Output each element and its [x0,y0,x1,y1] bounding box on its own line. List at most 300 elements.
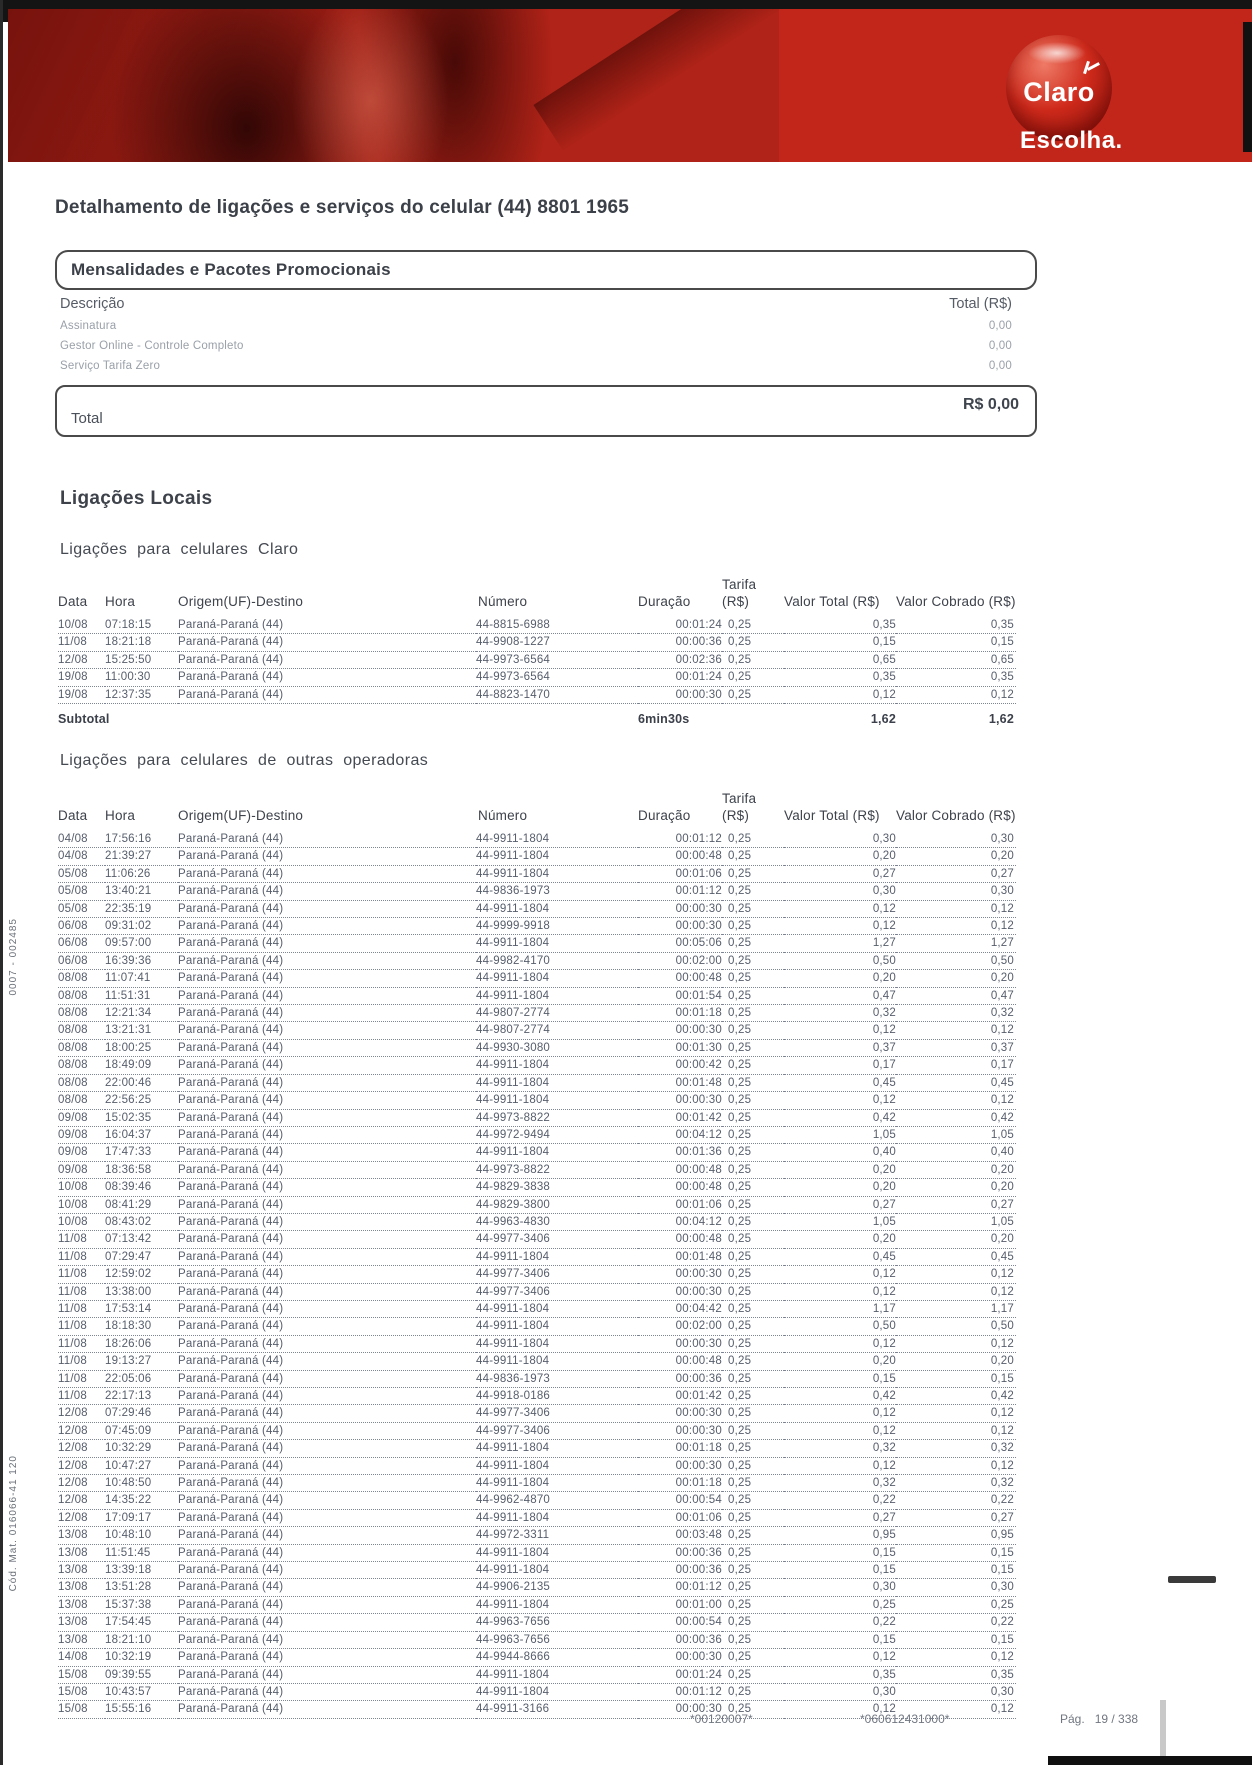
cell-numero: 44-9911-1804 [476,831,638,848]
cell-valor-total: 0,47 [784,987,896,1004]
margin-code-bottom: Cód. Mat. 016066-41 120 [8,1455,19,1592]
cell-duracao: 00:00:36 [638,1631,722,1648]
col-duracao: Duração [638,594,691,609]
cell-tarifa: 0,25 [722,1126,784,1143]
cell-numero: 44-9973-8822 [476,1161,638,1178]
cell-origem-destino: Paraná-Paraná (44) [178,1039,476,1056]
scan-bottom-bar [1048,1756,1252,1765]
cell-tarifa: 0,25 [722,1457,784,1474]
cell-valor-total: 1,17 [784,1300,896,1317]
cell-duracao: 00:04:12 [638,1213,722,1230]
cell-duracao: 00:04:42 [638,1300,722,1317]
cell-valor-cobrado: 0,27 [896,865,1016,882]
fee-row [60,340,1012,360]
cell-data: 13/08 [58,1562,105,1579]
cell-valor-total: 0,45 [784,1074,896,1091]
table-row [58,1022,1016,1039]
cell-numero: 44-9973-6564 [476,651,638,668]
cell-duracao: 00:00:30 [638,1422,722,1439]
table-row [58,1283,1016,1300]
cell-hora: 16:39:36 [105,952,178,969]
cell-numero: 44-9829-3838 [476,1179,638,1196]
cell-tarifa: 0,25 [722,1388,784,1405]
cell-tarifa: 0,25 [722,1335,784,1352]
cell-hora: 22:17:13 [105,1388,178,1405]
col-valor-cobrado: Valor Cobrado (R$) [896,808,1016,823]
cell-data: 09/08 [58,1126,105,1143]
cell-valor-total: 0,12 [784,1422,896,1439]
cell-tarifa: 0,25 [722,1092,784,1109]
table-row [58,1475,1016,1492]
table-row [58,1109,1016,1126]
cell-hora: 13:38:00 [105,1283,178,1300]
cell-valor-total: 0,12 [784,1405,896,1422]
table-row [58,1440,1016,1457]
cell-numero: 44-8823-1470 [476,686,638,703]
cell-valor-total: 0,12 [784,1092,896,1109]
cell-valor-total: 0,95 [784,1527,896,1544]
cell-valor-cobrado: 0,45 [896,1074,1016,1091]
cell-hora: 10:47:27 [105,1457,178,1474]
cell-hora: 18:49:09 [105,1057,178,1074]
cell-numero: 44-9944-8666 [476,1649,638,1666]
footer-barcode-right: *060612431000* [860,1712,950,1726]
cell-data: 11/08 [58,1248,105,1265]
cell-data: 06/08 [58,952,105,969]
cell-tarifa: 0,25 [722,952,784,969]
cell-origem-destino: Paraná-Paraná (44) [178,1074,476,1091]
page-footer [690,1712,1170,1726]
cell-valor-total: 0,35 [784,669,896,686]
cell-valor-cobrado: 1,05 [896,1213,1016,1230]
cell-valor-total: 0,50 [784,1318,896,1335]
cell-valor-cobrado: 0,45 [896,1248,1016,1265]
cell-valor-cobrado: 0,12 [896,1022,1016,1039]
table-row [58,1231,1016,1248]
cell-duracao: 00:00:30 [638,1405,722,1422]
cell-data: 04/08 [58,831,105,848]
cell-numero: 44-9911-1804 [476,935,638,952]
cell-origem-destino: Paraná-Paraná (44) [178,669,476,686]
cell-valor-cobrado: 0,15 [896,1562,1016,1579]
cell-data: 13/08 [58,1527,105,1544]
cell-hora: 09:57:00 [105,935,178,952]
cell-origem-destino: Paraná-Paraná (44) [178,848,476,865]
cell-valor-total: 0,45 [784,1248,896,1265]
cell-valor-total: 0,15 [784,634,896,651]
claro-logo-text: Claro [1023,76,1095,107]
cell-hora: 15:37:38 [105,1596,178,1613]
cell-data: 13/08 [58,1596,105,1613]
cell-origem-destino: Paraná-Paraná (44) [178,1492,476,1509]
cell-numero: 44-9836-1973 [476,883,638,900]
cell-numero: 44-9999-9918 [476,918,638,935]
cell-tarifa: 0,25 [722,1196,784,1213]
cell-tarifa: 0,25 [722,669,784,686]
cell-duracao: 00:01:42 [638,1109,722,1126]
table-row [58,831,1016,848]
cell-origem-destino: Paraná-Paraná (44) [178,1179,476,1196]
cell-origem-destino: Paraná-Paraná (44) [178,1649,476,1666]
cell-duracao: 00:02:36 [638,651,722,668]
cell-hora: 08:39:46 [105,1179,178,1196]
fee-value: 0,00 [988,320,1012,332]
cell-origem-destino: Paraná-Paraná (44) [178,1422,476,1439]
cell-duracao: 00:00:36 [638,1544,722,1561]
cell-duracao: 00:05:06 [638,935,722,952]
cell-duracao: 00:01:00 [638,1596,722,1613]
cell-numero: 44-9977-3406 [476,1422,638,1439]
cell-valor-total: 0,50 [784,952,896,969]
monthly-section-title: Mensalidades e Pacotes Promocionais [71,260,391,279]
cell-hora: 07:18:15 [105,617,178,634]
cell-hora: 18:18:30 [105,1318,178,1335]
cell-origem-destino: Paraná-Paraná (44) [178,1527,476,1544]
cell-numero: 44-9911-1804 [476,1057,638,1074]
table-row [58,918,1016,935]
cell-duracao: 00:01:06 [638,865,722,882]
cell-valor-total: 0,27 [784,865,896,882]
cell-data: 10/08 [58,1179,105,1196]
table-row [58,617,1016,634]
cell-tarifa: 0,25 [722,686,784,703]
cell-origem-destino: Paraná-Paraná (44) [178,1405,476,1422]
cell-data: 12/08 [58,1475,105,1492]
cell-origem-destino: Paraná-Paraná (44) [178,1318,476,1335]
table-row [58,900,1016,917]
cell-duracao: 00:01:18 [638,1475,722,1492]
table-row [58,1492,1016,1509]
cell-numero: 44-9911-1804 [476,1318,638,1335]
cell-valor-total: 0,12 [784,918,896,935]
cell-valor-total: 0,20 [784,1179,896,1196]
cell-duracao: 00:01:12 [638,1683,722,1700]
cell-numero: 44-9977-3406 [476,1283,638,1300]
cell-data: 08/08 [58,1092,105,1109]
cell-valor-total: 0,40 [784,1144,896,1161]
cell-numero: 44-9807-2774 [476,1022,638,1039]
cell-hora: 17:56:16 [105,831,178,848]
cell-duracao: 00:04:12 [638,1126,722,1143]
cell-tarifa: 0,25 [722,918,784,935]
cell-origem-destino: Paraná-Paraná (44) [178,1022,476,1039]
cell-duracao: 00:00:48 [638,848,722,865]
cell-numero: 44-9911-1804 [476,1074,638,1091]
cell-duracao: 00:01:24 [638,1666,722,1683]
cell-tarifa: 0,25 [722,1039,784,1056]
cell-tarifa: 0,25 [722,1492,784,1509]
col-hora: Hora [105,594,136,609]
cell-hora: 17:53:14 [105,1300,178,1317]
cell-duracao: 00:03:48 [638,1527,722,1544]
cell-data: 10/08 [58,617,105,634]
cell-valor-cobrado: 0,20 [896,1231,1016,1248]
cell-numero: 44-9972-3311 [476,1527,638,1544]
cell-tarifa: 0,25 [722,1475,784,1492]
cell-numero: 44-9911-1804 [476,1248,638,1265]
cell-hora: 14:35:22 [105,1492,178,1509]
cell-data: 13/08 [58,1614,105,1631]
cell-origem-destino: Paraná-Paraná (44) [178,617,476,634]
table-row [58,987,1016,1004]
cell-hora: 12:37:35 [105,686,178,703]
table-row [58,634,1016,651]
cell-valor-cobrado: 0,32 [896,1475,1016,1492]
table-row [58,1300,1016,1317]
cell-data: 15/08 [58,1683,105,1700]
cell-data: 05/08 [58,883,105,900]
cell-duracao: 00:00:42 [638,1057,722,1074]
cell-data: 11/08 [58,1335,105,1352]
cell-valor-total: 0,30 [784,883,896,900]
scan-left-edge [0,0,3,1765]
cell-tarifa: 0,25 [722,1074,784,1091]
page-title: Detalhamento de ligações e serviços do celular (44) 8801 1965 [55,197,630,218]
cell-valor-total: 0,15 [784,1544,896,1561]
cell-numero: 44-9911-1804 [476,1475,638,1492]
claro-table-subtitle: Ligações para celulares Claro [60,541,299,558]
cell-hora: 17:54:45 [105,1614,178,1631]
cell-tarifa: 0,25 [722,831,784,848]
cell-valor-total: 1,05 [784,1126,896,1143]
cell-valor-cobrado: 0,12 [896,686,1016,703]
table-row [58,1509,1016,1526]
cell-data: 15/08 [58,1666,105,1683]
cell-valor-total: 0,20 [784,848,896,865]
cell-tarifa: 0,25 [722,1440,784,1457]
cell-valor-cobrado: 0,20 [896,848,1016,865]
cell-tarifa: 0,25 [722,1683,784,1700]
table-row [58,1596,1016,1613]
cell-valor-cobrado: 0,50 [896,952,1016,969]
cell-hora: 18:36:58 [105,1161,178,1178]
cell-origem-destino: Paraná-Paraná (44) [178,1144,476,1161]
cell-numero: 44-9911-1804 [476,1596,638,1613]
cell-duracao: 00:01:42 [638,1388,722,1405]
col-valor-total: Valor Total (R$) [784,594,880,609]
table-row [58,1579,1016,1596]
cell-tarifa: 0,25 [722,1666,784,1683]
cell-data: 10/08 [58,1213,105,1230]
footer-page-number [1060,1712,1138,1726]
cell-valor-cobrado: 0,37 [896,1039,1016,1056]
cell-duracao: 00:01:06 [638,1196,722,1213]
cell-tarifa: 0,25 [722,1109,784,1126]
cell-tarifa: 0,25 [722,1353,784,1370]
cell-numero: 44-9911-1804 [476,1440,638,1457]
col-tarifa: Tarifa (R$) [722,791,757,823]
cell-valor-total: 0,22 [784,1614,896,1631]
cell-origem-destino: Paraná-Paraná (44) [178,1370,476,1387]
table-body [58,617,1016,704]
table-row [58,1318,1016,1335]
footer-page-value: 19 / 338 [1094,1712,1139,1726]
cell-data: 08/08 [58,970,105,987]
cell-valor-total: 0,30 [784,1683,896,1700]
cell-valor-cobrado: 0,47 [896,987,1016,1004]
cell-origem-destino: Paraná-Paraná (44) [178,1579,476,1596]
cell-origem-destino: Paraná-Paraná (44) [178,1126,476,1143]
cell-origem-destino: Paraná-Paraná (44) [178,1562,476,1579]
cell-duracao: 00:01:54 [638,987,722,1004]
cell-numero: 44-9911-1804 [476,900,638,917]
cell-valor-cobrado: 0,20 [896,970,1016,987]
cell-valor-total: 0,12 [784,1022,896,1039]
fee-label: Assinatura [60,320,117,332]
table-row [58,1562,1016,1579]
table-row [58,1074,1016,1091]
cell-numero: 44-9911-1804 [476,1144,638,1161]
fee-row [60,320,1012,340]
cell-valor-cobrado: 0,30 [896,1579,1016,1596]
cell-tarifa: 0,25 [722,865,784,882]
cell-duracao: 00:00:54 [638,1614,722,1631]
cell-numero: 44-9963-7656 [476,1614,638,1631]
cell-valor-total: 0,12 [784,1649,896,1666]
table-row [58,883,1016,900]
cell-data: 12/08 [58,1440,105,1457]
cell-hora: 11:51:31 [105,987,178,1004]
cell-duracao: 00:00:48 [638,1231,722,1248]
cell-hora: 22:35:19 [105,900,178,917]
cell-valor-cobrado: 0,12 [896,1422,1016,1439]
cell-duracao: 00:00:36 [638,1370,722,1387]
cell-valor-total: 0,35 [784,617,896,634]
table-row [58,1248,1016,1265]
cell-valor-cobrado: 0,27 [896,1196,1016,1213]
cell-numero: 44-9963-4830 [476,1213,638,1230]
cell-numero: 44-9918-0186 [476,1388,638,1405]
cell-hora: 10:32:19 [105,1649,178,1666]
cell-valor-cobrado: 0,17 [896,1057,1016,1074]
cell-hora: 13:51:28 [105,1579,178,1596]
col-valor-cobrado: Valor Cobrado (R$) [896,594,1016,609]
cell-valor-cobrado: 0,42 [896,1388,1016,1405]
cell-tarifa: 0,25 [722,1614,784,1631]
cell-valor-cobrado: 0,30 [896,831,1016,848]
cell-tarifa: 0,25 [722,1649,784,1666]
cell-data: 09/08 [58,1109,105,1126]
cell-numero: 44-9930-3080 [476,1039,638,1056]
cell-valor-total: 0,15 [784,1370,896,1387]
cell-numero: 44-9977-3406 [476,1405,638,1422]
cell-valor-cobrado: 0,32 [896,1005,1016,1022]
cell-duracao: 00:01:24 [638,617,722,634]
cell-origem-destino: Paraná-Paraná (44) [178,1092,476,1109]
col-numero: Número [478,808,528,823]
cell-data: 08/08 [58,987,105,1004]
total-label: Total [71,410,103,427]
cell-data: 15/08 [58,1701,105,1718]
table-row [58,952,1016,969]
cell-valor-cobrado: 0,95 [896,1527,1016,1544]
col-data: Data [58,594,88,609]
cell-data: 13/08 [58,1544,105,1561]
cell-origem-destino: Paraná-Paraná (44) [178,1596,476,1613]
cell-duracao: 00:00:30 [638,900,722,917]
col-origem: Origem(UF)-Destino [178,808,304,823]
cell-numero: 44-9911-1804 [476,1509,638,1526]
cell-hora: 07:29:46 [105,1405,178,1422]
cell-data: 09/08 [58,1144,105,1161]
cell-hora: 08:41:29 [105,1196,178,1213]
cell-hora: 22:56:25 [105,1092,178,1109]
footer-barcode-left: *00120007* [690,1712,753,1726]
cell-hora: 15:02:35 [105,1109,178,1126]
cell-valor-total: 0,65 [784,651,896,668]
cell-data: 11/08 [58,1300,105,1317]
cell-tarifa: 0,25 [722,1144,784,1161]
cell-data: 11/08 [58,1370,105,1387]
other-table-subtitle: Ligações para celulares de outras operadoras [60,752,429,769]
table-body [58,831,1016,1718]
cell-valor-total: 0,20 [784,1231,896,1248]
col-hora: Hora [105,808,136,823]
cell-tarifa: 0,25 [722,1422,784,1439]
cell-numero: 44-9973-6564 [476,669,638,686]
subtotal-valor-cobrado: 1,62 [988,712,1014,727]
cell-valor-cobrado: 0,30 [896,883,1016,900]
cell-origem-destino: Paraná-Paraná (44) [178,1475,476,1492]
cell-valor-cobrado: 0,40 [896,1144,1016,1161]
cell-hora: 07:45:09 [105,1422,178,1439]
cell-numero: 44-9908-1227 [476,634,638,651]
cell-hora: 12:59:02 [105,1266,178,1283]
cell-origem-destino: Paraná-Paraná (44) [178,651,476,668]
cell-valor-total: 0,12 [784,686,896,703]
table-head [58,576,1016,617]
cell-origem-destino: Paraná-Paraná (44) [178,1631,476,1648]
cell-duracao: 00:00:30 [638,918,722,935]
cell-duracao: 00:01:48 [638,1074,722,1091]
cell-tarifa: 0,25 [722,1405,784,1422]
cell-duracao: 00:00:30 [638,1457,722,1474]
cell-data: 04/08 [58,848,105,865]
cell-numero: 44-8815-6988 [476,617,638,634]
fee-value: 0,00 [988,360,1012,372]
table-row [58,970,1016,987]
table-row [58,865,1016,882]
cell-hora: 22:00:46 [105,1074,178,1091]
cell-origem-destino: Paraná-Paraná (44) [178,1457,476,1474]
cell-valor-cobrado: 0,12 [896,1283,1016,1300]
cell-origem-destino: Paraná-Paraná (44) [178,1701,476,1718]
cell-data: 11/08 [58,1283,105,1300]
cell-valor-cobrado: 0,65 [896,651,1016,668]
cell-duracao: 00:00:30 [638,1335,722,1352]
cell-duracao: 00:01:12 [638,883,722,900]
cell-duracao: 00:01:24 [638,669,722,686]
cell-origem-destino: Paraná-Paraná (44) [178,883,476,900]
cell-duracao: 00:01:48 [638,1248,722,1265]
cell-valor-cobrado: 0,22 [896,1614,1016,1631]
cell-hora: 18:21:10 [105,1631,178,1648]
cell-hora: 22:05:06 [105,1370,178,1387]
cell-valor-total: 0,20 [784,1161,896,1178]
cell-data: 12/08 [58,1405,105,1422]
cell-tarifa: 0,25 [722,1562,784,1579]
cell-numero: 44-9911-1804 [476,987,638,1004]
cell-numero: 44-9962-4870 [476,1492,638,1509]
cell-duracao: 00:01:12 [638,1579,722,1596]
cell-origem-destino: Paraná-Paraná (44) [178,831,476,848]
cell-valor-total: 0,12 [784,1457,896,1474]
col-numero: Número [478,594,528,609]
cell-duracao: 00:00:48 [638,1179,722,1196]
cell-valor-total: 1,05 [784,1213,896,1230]
table-row [58,1005,1016,1022]
cell-tarifa: 0,25 [722,1231,784,1248]
